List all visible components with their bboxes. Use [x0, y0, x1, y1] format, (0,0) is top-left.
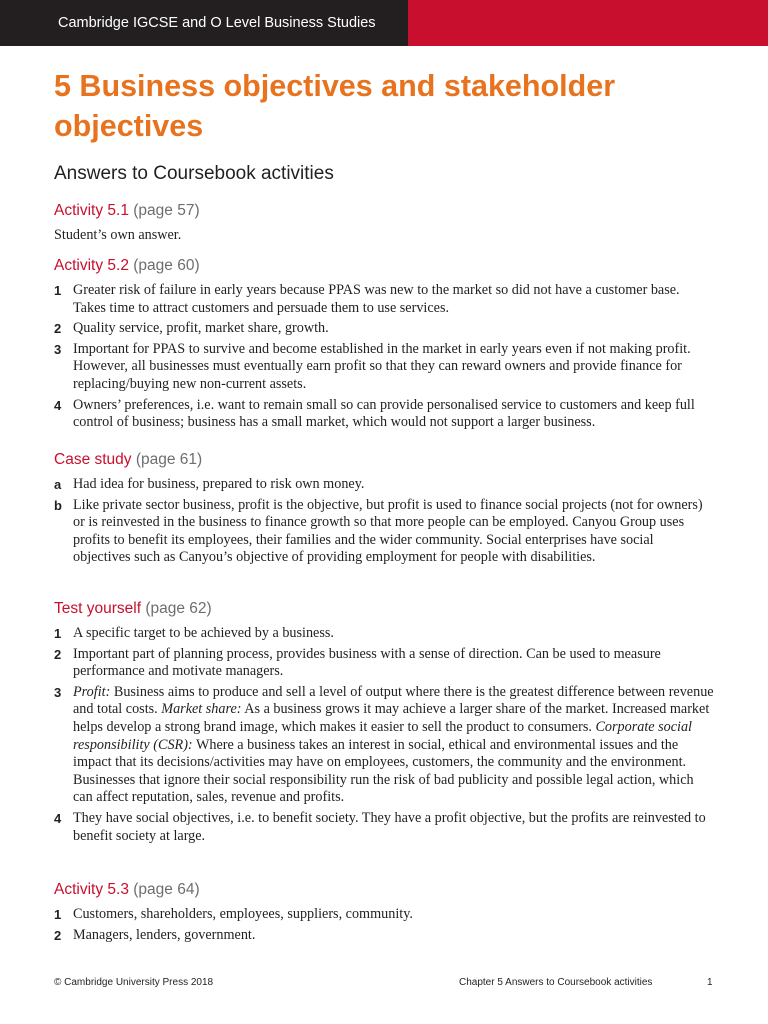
item-marker: 3: [54, 341, 62, 357]
footer-copyright: © Cambridge University Press 2018: [54, 977, 214, 988]
term-profit: Profit:: [73, 683, 111, 700]
list-item: [54, 684, 714, 807]
item-marker: 2: [54, 646, 62, 662]
list-item: [54, 810, 714, 845]
item-marker: 1: [54, 626, 62, 641]
section-page-ref: (page 62): [145, 600, 212, 617]
item-text: Managers, lenders, government.: [73, 926, 256, 943]
term-market-share: Market share:: [161, 701, 242, 718]
section-case-study: [54, 450, 714, 570]
section-label: Case study: [54, 451, 132, 468]
text-segment: Business aims to produce and sell a level of output where there is the greatest difference between revenue and total costs.: [73, 683, 714, 718]
list-item: [54, 625, 714, 643]
term-csr: Corporate social responsibility (CSR):: [73, 718, 692, 753]
item-text: [73, 684, 714, 807]
item-text: Greater risk of failure in early years because PPAS was new to the market so did not have a customer base. Takes time to attract customers and persuade them to use services.: [73, 282, 680, 316]
section-heading: [54, 450, 714, 470]
section-activity-5-2: [54, 256, 714, 435]
item-text: Quality service, profit, market share, growth.: [73, 320, 329, 337]
item-marker: 2: [54, 927, 62, 943]
section-label: Activity 5.2: [54, 257, 129, 274]
item-marker: b: [54, 497, 62, 513]
item-marker: 3: [54, 684, 62, 700]
section-page-ref: (page 57): [133, 202, 200, 219]
section-activity-5-1: [54, 201, 714, 245]
footer-chapter: Chapter 5 Answers to Coursebook activities: [459, 977, 653, 988]
item-text: Like private sector business, profit is the objective, but profit is used to finance social projects (not for owners) or is reinvested in the business to finance growth so that more people can be employed. Canyou Group uses profits to benefit its employees, their families and the wider community. Social enterprises have social objectives such as Canyou’s objective of providing employment for people with disabilities.: [73, 496, 703, 566]
list-item: [54, 320, 714, 338]
answer-text: Student’s own answer.: [54, 227, 182, 243]
item-text: Important for PPAS to survive and become established in the market in early years even if not making profit. However, all businesses must eventually earn profit so that they can reward owners and provide finance for replacing/buying new non-current assets.: [73, 340, 691, 392]
section-heading: [54, 201, 714, 221]
section-page-ref: (page 60): [133, 257, 200, 274]
list-item: [54, 927, 714, 945]
page-subtitle: Answers to Coursebook activities: [54, 163, 334, 184]
section-test-yourself: [54, 599, 714, 848]
list-item: [54, 397, 714, 432]
list-item: [54, 282, 714, 317]
chapter-title: 5 Business objectives and stakeholder objectives: [54, 69, 616, 143]
list-item: [54, 646, 714, 681]
section-heading: [54, 256, 714, 276]
item-marker: 1: [54, 907, 62, 922]
header-bar-red: [408, 0, 768, 46]
section-label: Test yourself: [54, 600, 142, 617]
list-item: [54, 341, 714, 394]
section-page-ref: (page 64): [133, 881, 200, 898]
item-marker: 4: [54, 397, 62, 413]
item-marker: a: [54, 477, 62, 492]
item-text: Customers, shareholders, employees, suppliers, community.: [73, 906, 413, 922]
list-item: [54, 497, 714, 567]
section-label: Activity 5.1: [54, 202, 129, 219]
item-text: They have social objectives, i.e. to benefit society. They have a profit objective, but the profits are reinvested to benefit society at large.: [73, 809, 706, 844]
item-marker: 1: [54, 283, 62, 298]
item-text: Important part of planning process, provides business with a sense of direction. Can be used to measure performance and motivate managers.: [73, 645, 661, 680]
list-item: [54, 906, 714, 924]
text-segment: Where a business takes an interest in social, ethical and environmental issues and the impact that its decisions/activities may have on employees, customers, the community and the environment. Businesses that ignore their social responsibility run the risk of bad publicity and possible legal action, which can affect reputation, sales, revenue and profits.: [73, 736, 694, 806]
book-title: Cambridge IGCSE and O Level Business Studies: [58, 15, 376, 31]
item-marker: 2: [54, 321, 62, 337]
item-text: Had idea for business, prepared to risk own money.: [73, 476, 365, 492]
item-text: A specific target to be achieved by a business.: [73, 625, 334, 641]
page-number: 1: [707, 977, 713, 988]
section-heading: [54, 599, 714, 619]
item-marker: 4: [54, 810, 62, 826]
section-page-ref: (page 61): [135, 451, 203, 468]
section-label: Activity 5.3: [54, 881, 129, 898]
section-heading: [54, 880, 714, 900]
item-text: Owners’ preferences, i.e. want to remain small so can provide personalised service to customers and keep full control of business; business has a small market, which would not support a larger business.: [73, 396, 695, 431]
list-item: [54, 476, 714, 494]
text-segment: As a business grows it may achieve a larger share of the market. Increased market helps develop a strong brand image, which makes it easier to sell the product to consumers.: [73, 701, 710, 735]
section-activity-5-3: [54, 880, 714, 947]
